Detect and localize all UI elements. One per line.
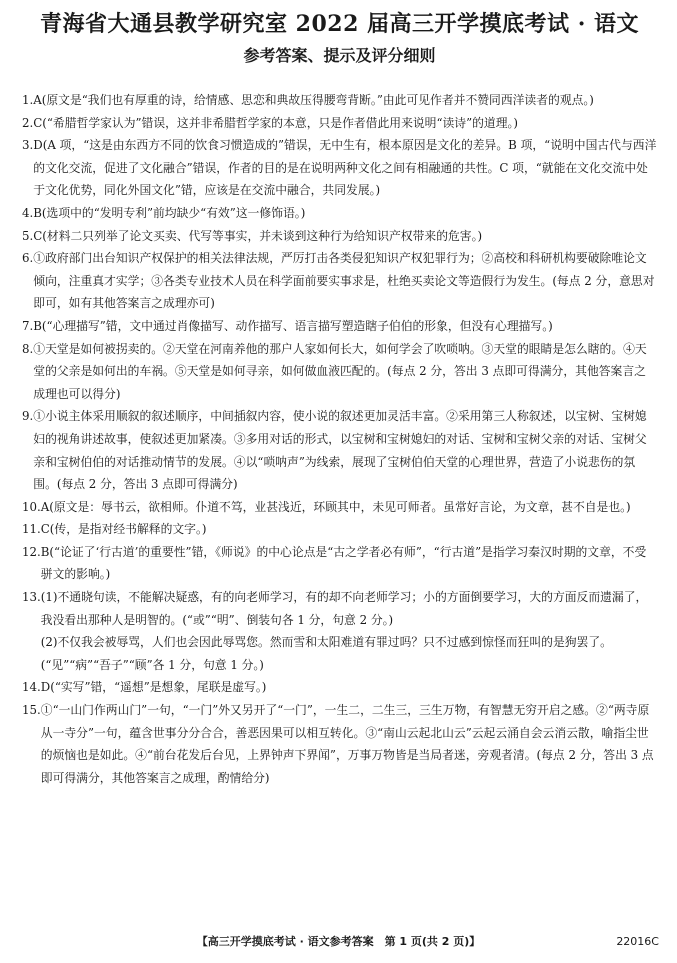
- footer-page-info: 【高三开学摸底考试 · 语文参考答案 第 1 页(共 2 页)】: [196, 935, 481, 948]
- answer-item: [22, 541, 657, 586]
- answer-text: [41, 676, 657, 699]
- answer-number: 15.: [22, 703, 41, 718]
- answer-paragraph: D(“实写”错，“遥想”是想象，尾联是虚写。): [40, 680, 267, 695]
- answer-paragraph: ①“一山门作两山门”一句，“一门”外又另开了“一门”，一生二，二生三，三生万物，有智慧无穷开启之感。②“两寺原从一寺分”一句，蕴含世事分分合合，善恶因果可以相互转化。③“南山云起北山云”云起云涌自会云消云散，喻指尘世的烦恼也是如此。④“前台花发后台见，上界钟声下界闻”，万事万物皆是当局者迷，旁观者清。(每点 2 分，答出 3 点即可得满分，其他答案言之成理，酌情给分): [40, 703, 654, 785]
- answer-text: [33, 112, 657, 135]
- answer-text: [41, 699, 657, 789]
- answer-text: [41, 541, 657, 586]
- answer-paragraph: (1)不通晓句读，不能解决疑惑，有的向老师学习，有的却不向老师学习；小的方面倒要学习，大的方面反而遗漏了，我没看出那种人是明智的。(“或”“明”、倒装句各 1 分，句意 2 分。): [40, 590, 648, 627]
- answer-paragraph: ①小说主体采用顺叙的叙述顺序，中间插叙内容，使小说的叙述更加灵活丰富。②采用第三人称叙述，以宝树、宝树媳妇的视角讲述故事，使叙述更加紧凑。③多用对话的形式，以宝树和宝树媳妇的对话、宝树和宝树父亲的对话、宝树父亲和宝树伯伯的对话推动情节的发展。④以“唢呐声”为线索，展现了宝树伯伯天堂的心理世界，营造了小说悲伤的氛围。(每点 2 分，答出 3 点即可得满分): [33, 409, 647, 492]
- answer-number: 7.: [22, 318, 34, 333]
- answer-number: 4.: [22, 205, 34, 220]
- page-subtitle: 参考答案、提示及评分细则: [243, 46, 436, 65]
- answer-item: [22, 405, 657, 495]
- answer-paragraph: B(“心理描写”错，文中通过肖像描写、动作描写、语言描写塑造瞎子伯伯的形象，但没有心理描写。): [33, 318, 553, 333]
- answer-text: [33, 315, 657, 338]
- answer-text: [33, 89, 657, 112]
- answer-number: 6.: [22, 251, 34, 266]
- answer-number: 2.: [22, 115, 34, 130]
- answer-number: 11.: [22, 522, 41, 537]
- answer-paragraph: B(“论证了‘行古道’的重要性”错，《师说》的中心论点是“古之学者必有师”，“行古道”是指学习秦汉时期的文章，不受骈文的影响。): [40, 544, 647, 582]
- answer-number: 14.: [22, 680, 41, 695]
- answer-text: [41, 496, 657, 519]
- answer-item: [22, 338, 657, 406]
- answer-item: [22, 247, 657, 315]
- answer-text: [33, 247, 657, 315]
- answer-paragraph: D(A 项，“这是由东西方不同的饮食习惯造成的”错误，无中生有，根本原因是文化的差异。B 项，“说明中国古代与西洋的文化交流，促进了文化融合”错误，作者的目的是在说明两种文化之间有相融通的共性。C 项，“就能在文化交流中处于文化优势，同化外国文化”错，应该是在交流中融合，共同发展。): [33, 138, 657, 198]
- answer-item: [22, 676, 657, 699]
- answer-item: [22, 699, 657, 789]
- answer-paragraph: C(传，是指对经书解释的文字。): [40, 522, 207, 537]
- answer-paragraph: A(原文是“我们也有厚重的诗，给情感、思恋和典故压得腰弯背断。”由此可见作者并不赞同西洋读者的观点。): [33, 93, 594, 107]
- answer-item: [22, 225, 657, 248]
- answer-number: 3.: [22, 138, 34, 153]
- answer-text: [33, 134, 657, 202]
- answer-item: [22, 134, 657, 202]
- answer-item: [22, 315, 657, 338]
- answer-item: [22, 586, 657, 676]
- answer-number: 1.: [22, 93, 34, 107]
- answer-list: [22, 89, 657, 789]
- answer-number: 12.: [22, 544, 41, 559]
- answer-item: [22, 89, 657, 112]
- answer-paragraph: C(材料二只列举了论文买卖、代写等事实，并未谈到这种行为给知识产权带来的危害。): [33, 228, 483, 243]
- answer-paragraph: C(“希腊哲学家认为”错误，这并非希腊哲学家的本意，只是作者借此用来说明“读诗”的道理。): [33, 115, 519, 130]
- answer-paragraph: ①政府部门出台知识产权保护的相关法律法规，严厉打击各类侵犯知识产权犯罪行为；②高校和科研机构要破除唯论文倾向，注重真才实学；③各类专业技术人员在科学面前要实事求是，杜绝买卖论文等造假行为发生。(每点 2 分，意思对即可，如有其他答案言之成理亦可): [33, 251, 655, 311]
- answer-text: [33, 225, 657, 248]
- answer-text: [41, 586, 657, 676]
- answer-paragraph: (2)不仅我会被辱骂，人们也会因此辱骂您。然而雪和太阳难道有罪过吗？只不过感到惊怪而狂叫的是狗罢了。(“见”“病”“吾子”“顾”各 1 分，句意 1 分。): [40, 635, 612, 672]
- answer-paragraph: ①天堂是如何被拐卖的。②天堂在河南养他的那户人家如何长大，如何学会了吹唢呐。③天堂的眼睛是怎么瞎的。④天堂的父亲是如何出的车祸。⑤天堂是如何寻亲，如何做血液匹配的。(每点 2 分，答出 3 点即可得满分，其他答案言之成理也可以得分): [33, 341, 647, 401]
- answer-number: 8.: [22, 341, 34, 356]
- answer-text: [33, 202, 657, 225]
- answer-number: 9.: [22, 409, 34, 424]
- answer-item: [22, 518, 657, 541]
- footer-code: 22016C: [616, 935, 659, 948]
- answer-number: 5.: [22, 228, 34, 243]
- answer-text: [33, 405, 657, 495]
- answer-text: [33, 338, 657, 406]
- page-title: 青海省大通县教学研究室 2022 届高三开学摸底考试 · 语文: [39, 11, 640, 37]
- answer-paragraph: B(选项中的“发明专利”前均缺少“有效”这一修饰语。): [33, 205, 306, 220]
- answer-item: [22, 496, 657, 519]
- answer-paragraph: A(原文是：辱书云，欲相师。仆道不笃，业甚浅近，环顾其中，未见可师者。虽常好言论，为文章，甚不自是也。): [40, 499, 631, 514]
- answer-item: [22, 112, 657, 135]
- answer-number: 13.: [22, 590, 41, 605]
- answer-number: 10.: [22, 499, 41, 514]
- answer-item: [22, 202, 657, 225]
- answer-text: [41, 518, 657, 541]
